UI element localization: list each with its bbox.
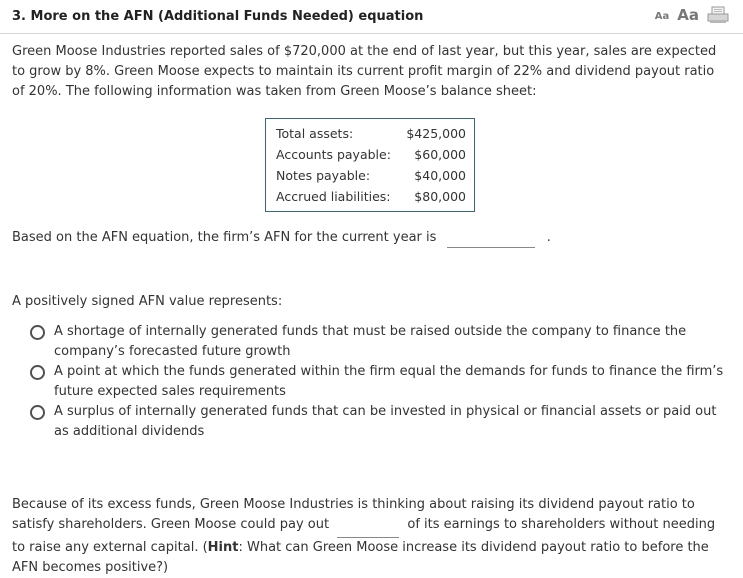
- problem-intro: Green Moose Industries reported sales of $720,000 at the end of last year, but this year, sales are expected to grow by 8%. Green Moose expects to maintain its current profit margin of 22% and dividend payout ratio of 20%. The following information was taken from Green Moose’s balance sheet:: [12, 44, 717, 99]
- radio-button[interactable]: [30, 325, 45, 340]
- option-label: A shortage of internally generated funds that must be raised outside the company to finance the company’s forecasted future growth: [54, 324, 687, 359]
- afn-question-end: .: [546, 230, 551, 245]
- afn-sign-options: [30, 322, 730, 442]
- payout-question: [12, 495, 724, 578]
- row-value: $60,000: [414, 147, 466, 162]
- table-row: [266, 123, 474, 144]
- option-equilibrium[interactable]: [30, 362, 730, 402]
- balance-sheet-table: [265, 118, 475, 212]
- question-header: [0, 0, 743, 34]
- table-row: [266, 144, 474, 165]
- option-label: A surplus of internally generated funds that can be invested in physical or financial assets or paid out as additional dividends: [54, 404, 717, 439]
- afn-question: [12, 230, 551, 248]
- option-shortage[interactable]: [30, 322, 730, 362]
- row-label: Accounts payable:: [276, 147, 391, 162]
- afn-question-text: Based on the AFN equation, the firm’s AFN for the current year is: [12, 230, 437, 245]
- afn-sign-question-prompt: A positively signed AFN value represents:: [12, 294, 283, 309]
- table-row: [266, 165, 474, 186]
- toolbar: [655, 6, 729, 24]
- radio-button[interactable]: [30, 405, 45, 420]
- row-label: Notes payable:: [276, 168, 371, 183]
- row-value: $80,000: [414, 189, 466, 204]
- hint-text: : What can Green Moose increase its dividend payout ratio to before the AFN becomes positive?): [12, 540, 709, 575]
- row-value: $40,000: [414, 168, 466, 183]
- payout-question-part1: Because of its excess funds, Green Moose Industries is thinking about raising its dividend payout ratio to satisfy shareholders. Green Moose could pay out: [12, 497, 695, 532]
- row-label: Accrued liabilities:: [276, 189, 391, 204]
- print-icon[interactable]: [707, 6, 729, 24]
- afn-answer-dropdown[interactable]: [447, 232, 535, 248]
- question-title: 3. More on the AFN (Additional Funds Needed) equation: [12, 9, 424, 24]
- option-surplus[interactable]: [30, 402, 730, 442]
- decrease-font-button[interactable]: Aa: [654, 11, 670, 22]
- increase-font-button[interactable]: Aa: [677, 6, 699, 24]
- hint-label: Hint: [207, 540, 239, 555]
- payout-question-part2: of its earnings to shareholders without needing to raise any external capital. (: [12, 517, 716, 555]
- row-value: $425,000: [406, 126, 466, 141]
- payout-answer-dropdown[interactable]: [337, 517, 399, 538]
- radio-button[interactable]: [30, 365, 45, 380]
- table-row: [266, 186, 474, 207]
- row-label: Total assets:: [276, 126, 354, 141]
- option-label: A point at which the funds generated within the firm equal the demands for funds to finance the firm’s future expected sales requirements: [54, 364, 724, 399]
